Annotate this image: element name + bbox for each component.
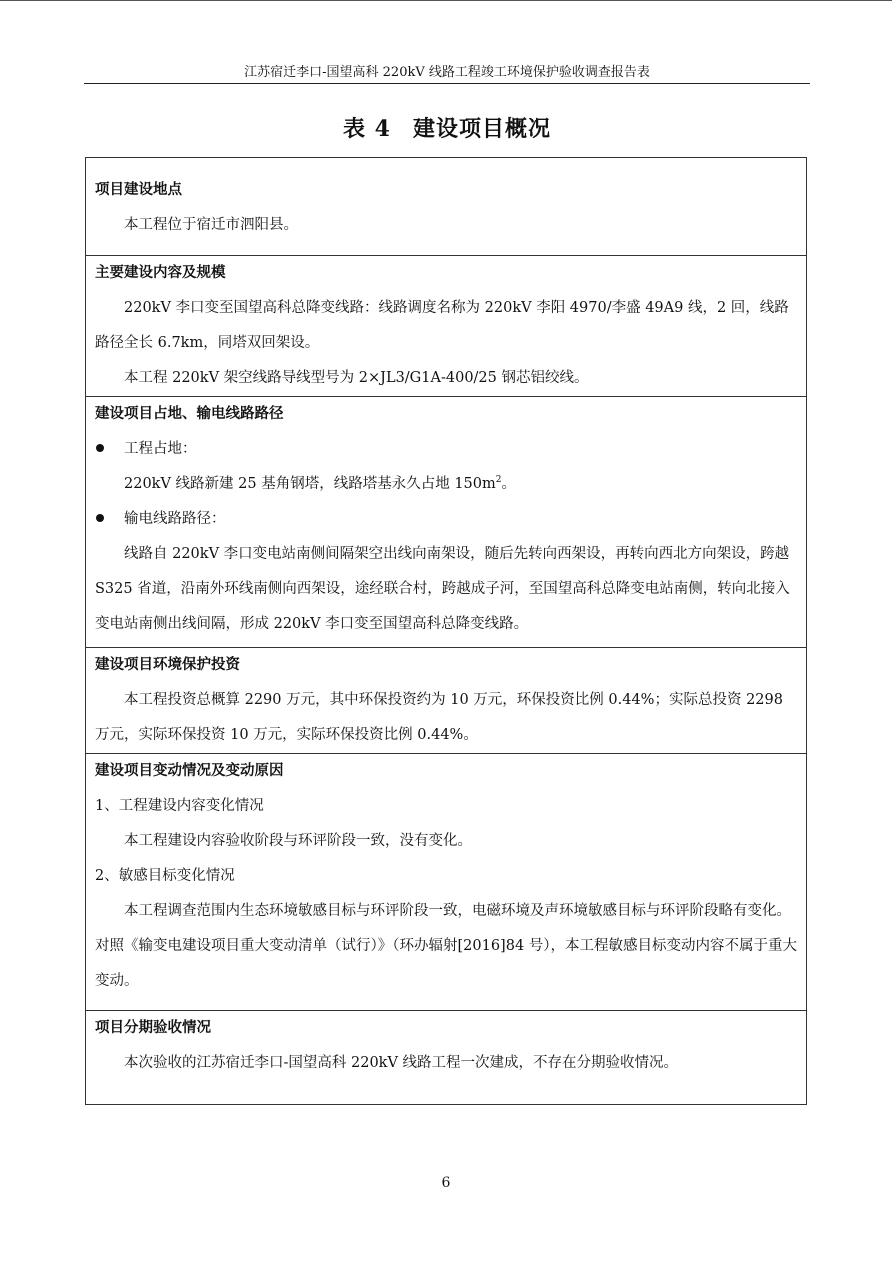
section-location xyxy=(86,158,806,256)
paragraph: 220kV 李口变至国望高科总降变线路：线路调度名称为 220kV 李阳 4970/李盛 49A9 线，2 回，线路路径全长 6.7km，同塔双回架设。 xyxy=(95,300,789,351)
paragraph: 本工程调查范围内生态环境敏感目标与环评阶段一致，电磁环境及声环境敏感目标与环评阶段略有变化。对照《输变电建设项目重大变动清单（试行）》（环办辐射[2016]84 号），本工程敏感目标变动内容不属于重大变动。 xyxy=(95,903,798,989)
section-land-and-route xyxy=(86,397,806,648)
page-number: 6 xyxy=(441,1175,451,1191)
bullet-item xyxy=(95,502,798,537)
section-phase xyxy=(86,1011,806,1104)
section-heading: 建设项目占地、输电线路路径 xyxy=(95,406,284,422)
section-heading: 建设项目变动情况及变动原因 xyxy=(95,763,284,779)
paragraph: 本工程 220kV 架空线路导线型号为 2×JL3/G1A-400/25 钢芯铝绞线。 xyxy=(124,370,589,386)
land-text: 220kV 线路新建 25 基角钢塔，线路塔基永久占地 150m xyxy=(124,476,496,492)
bullet-icon xyxy=(96,514,104,522)
superscript: 2 xyxy=(495,475,502,486)
subheading: 2、敏感目标变化情况 xyxy=(95,868,235,884)
title-text: 建设项目概况 xyxy=(412,116,551,142)
subheading: 1、工程建设内容变化情况 xyxy=(95,798,264,814)
page-top-border xyxy=(0,0,892,1)
paragraph: 本工程投资总概算 2290 万元，其中环保投资约为 10 万元，环保投资比例 0.44%；实际总投资 2298 万元，实际环保投资 10 万元，实际环保投资比例 0.44%。 xyxy=(95,692,783,743)
section-heading: 主要建设内容及规模 xyxy=(95,265,226,281)
bullet-icon xyxy=(96,444,104,452)
running-header: 江苏宿迁李口-国望高科 220kV 线路工程竣工环境保护验收调查报告表 xyxy=(244,65,650,80)
bullet-item xyxy=(95,432,798,467)
bullet-label: 工程占地： xyxy=(124,441,197,457)
section-heading: 建设项目环境保护投资 xyxy=(95,657,240,673)
header-rule xyxy=(84,83,810,84)
section-heading: 项目建设地点 xyxy=(95,182,182,198)
bullet-label: 输电线路路径： xyxy=(124,511,226,527)
paragraph: 线路自 220kV 李口变电站南侧间隔架空出线向南架设，随后先转向西架设，再转向西北方向架设，跨越 S325 省道，沿南外环线南侧向西架设，途经联合村，跨越成子河，至国望高科总降变电站南侧，转向北接入变电站南侧出线间隔，形成 220kV 李口变至国望高科总降变线路。 xyxy=(95,546,790,632)
table-number: 表 4 xyxy=(343,116,391,142)
paragraph: 本次验收的江苏宿迁李口-国望高科 220kV 线路工程一次建成，不存在分期验收情况。 xyxy=(124,1055,679,1071)
section-heading: 项目分期验收情况 xyxy=(95,1020,211,1036)
paragraph xyxy=(95,467,798,502)
section-investment xyxy=(86,648,806,754)
section-changes xyxy=(86,754,806,1011)
paragraph: 本工程位于宿迁市泗阳县。 xyxy=(124,217,298,233)
document-title xyxy=(84,113,810,145)
project-overview-table xyxy=(85,157,807,1105)
section-scale xyxy=(86,256,806,397)
land-text-end: 。 xyxy=(501,476,516,492)
paragraph: 本工程建设内容验收阶段与环评阶段一致，没有变化。 xyxy=(124,833,472,849)
